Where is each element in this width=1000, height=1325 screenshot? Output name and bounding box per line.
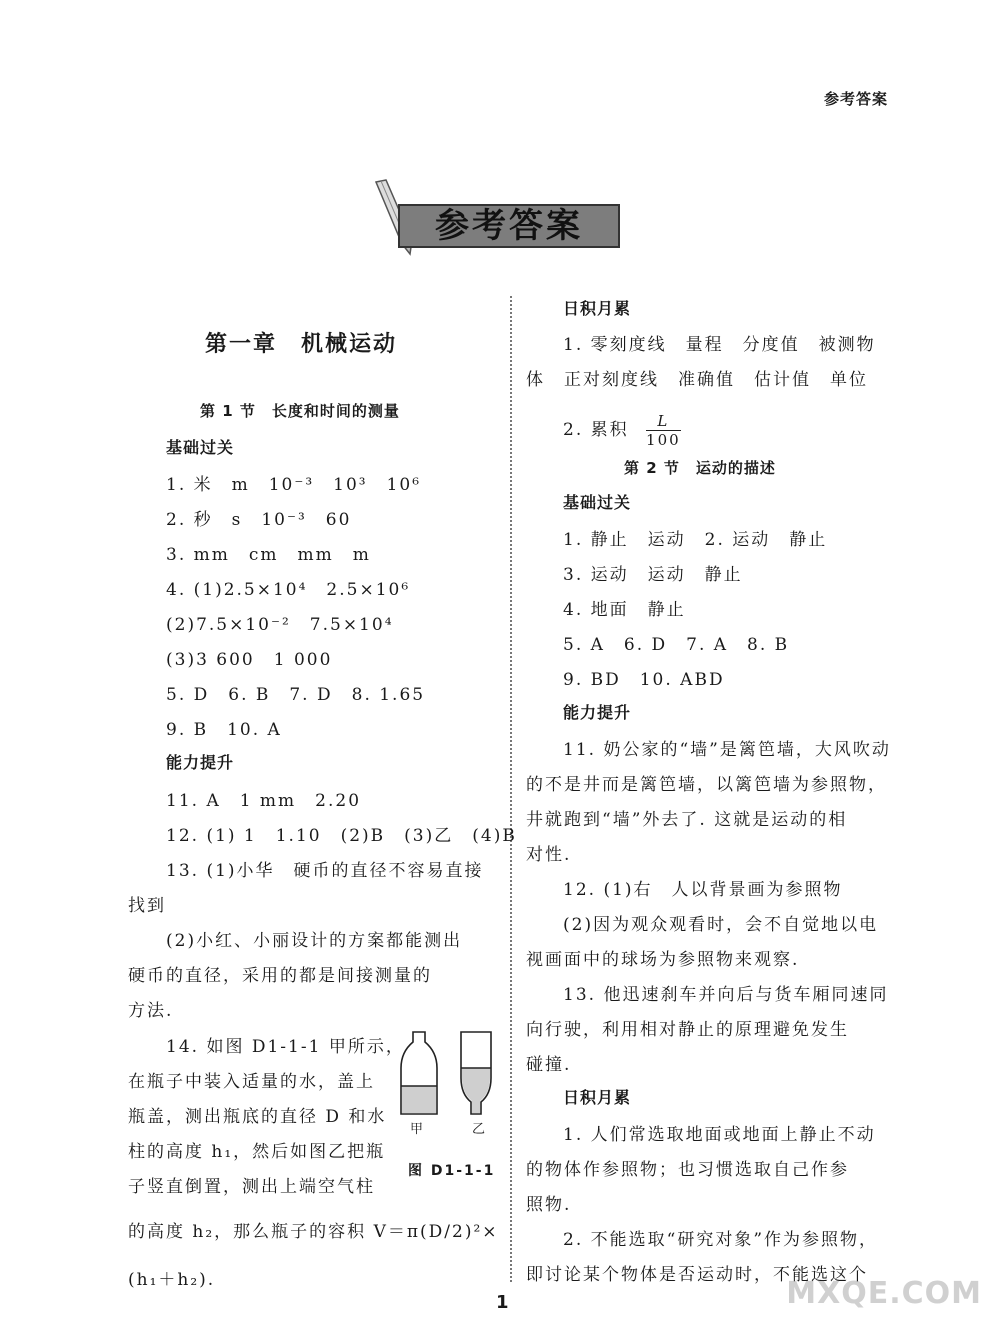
chapter-title: 第一章 机械运动 — [205, 332, 398, 357]
section-title: 第 1 节 长度和时间的测量 — [200, 402, 400, 420]
title-banner — [368, 178, 628, 258]
answer-line: 12. (1)右 人以背景画为参照物 — [563, 880, 843, 900]
answer-line: 13. 他迅速刹车并向后与货车厢同速同 — [563, 985, 889, 1005]
answer-line: 11. A 1 mm 2.20 — [166, 791, 362, 811]
answer-line: 9. BD 10. ABD — [563, 670, 725, 690]
answer-line: 瓶盖，测出瓶底的直径 D 和水 — [128, 1107, 387, 1127]
watermark: MXQE.COM — [786, 1276, 982, 1311]
answer-line: 14. 如图 D1-1-1 甲所示， — [166, 1037, 405, 1057]
page-number: 1 — [496, 1292, 509, 1313]
banner-title: 参考答案 — [435, 206, 583, 246]
subheading-basic: 基础过关 — [563, 493, 632, 512]
answer-line: 的高度 h₂，那么瓶子的容积 V＝π(D/2)²× — [128, 1222, 499, 1242]
answer-line: (2)因为观众观看时，会不自觉地以电 — [563, 915, 879, 935]
answer-line: 井就跑到“墙”外去了. 这就是运动的相 — [526, 810, 848, 830]
answer-line: 1. 静止 运动 2. 运动 静止 — [563, 530, 828, 550]
subheading-ability: 能力提升 — [563, 703, 632, 722]
figure-label-right: 乙 — [472, 1122, 488, 1137]
answer-line: 硬币的直径，采用的都是间接测量的 — [128, 966, 432, 986]
running-head: 参考答案 — [823, 90, 888, 108]
answer-text: 2. 累积 — [563, 420, 629, 440]
answer-line: 5. D 6. B 7. D 8. 1.65 — [166, 685, 426, 705]
answer-line: 2. 不能选取“研究对象”作为参照物， — [563, 1230, 879, 1250]
subheading-daily: 日积月累 — [563, 1088, 632, 1107]
answer-line: 13. (1)小华 硬币的直径不容易直接 — [166, 861, 484, 881]
answer-line: 即讨论某个物体是否运动时，不能选这个 — [526, 1265, 868, 1285]
answer-line: 碰撞. — [526, 1055, 572, 1075]
answer-line: 找到 — [128, 896, 166, 916]
bottle-upright-icon — [401, 1032, 437, 1114]
section-title: 第 2 节 运动的描述 — [624, 459, 776, 477]
answer-line: 对性. — [526, 845, 572, 865]
answer-line: 1. 零刻度线 量程 分度值 被测物 — [563, 335, 876, 355]
answer-line: (3)3 600 1 000 — [166, 650, 333, 670]
answer-line: 4. (1)2.5×10⁴ 2.5×10⁶ — [166, 580, 411, 600]
subheading-basic: 基础过关 — [166, 438, 235, 457]
answer-line: 方法. — [128, 1001, 174, 1021]
subheading-daily: 日积月累 — [563, 299, 632, 318]
answer-line: (2)小红、小丽设计的方案都能测出 — [166, 931, 463, 951]
answer-line: (2)7.5×10⁻² 7.5×10⁴ — [166, 615, 394, 635]
answer-line: 11. 奶公家的“墙”是篱笆墙，大风吹动 — [563, 740, 891, 760]
answer-line: 视画面中的球场为参照物来观察. — [526, 950, 800, 970]
figure-label-left: 甲 — [410, 1122, 426, 1137]
subheading-ability: 能力提升 — [166, 753, 235, 772]
answer-line: 3. mm cm mm m — [166, 545, 371, 565]
answer-line: 1. 米 m 10⁻³ 10³ 10⁶ — [166, 475, 422, 495]
answer-line: 柱的高度 h₁，然后如图乙把瓶 — [128, 1142, 386, 1162]
answer-line: 5. A 6. D 7. A 8. B — [563, 635, 790, 655]
fraction-denominator: 100 — [646, 431, 681, 449]
answer-line: (h₁＋h₂). — [128, 1270, 216, 1290]
answer-line: 向行驶，利用相对静止的原理避免发生 — [526, 1020, 849, 1040]
answer-line: 3. 运动 运动 静止 — [563, 565, 743, 585]
figure-caption: 图 D1-1-1 — [408, 1163, 496, 1179]
answer-line: 照物. — [526, 1195, 572, 1215]
answer-line: 2. 秒 s 10⁻³ 60 — [166, 510, 352, 530]
bottle-inverted-icon — [461, 1032, 491, 1114]
column-divider — [510, 296, 512, 1282]
answer-line: 12. (1) 1 1.10 (2)B (3)乙 (4)B — [166, 826, 517, 846]
answer-line: 子竖直倒置，测出上端空气柱 — [128, 1177, 375, 1197]
answer-line: 的物体作参照物；也习惯选取自己作参 — [526, 1160, 849, 1180]
answer-line: 9. B 10. A — [166, 720, 282, 740]
answer-line: 体 正对刻度线 准确值 估计值 单位 — [526, 370, 868, 390]
fraction — [646, 412, 681, 449]
answer-line: 的不是井而是篱笆墙，以篱笆墙为参照物， — [526, 775, 887, 795]
answer-line: 1. 人们常选取地面或地面上静止不动 — [563, 1125, 876, 1145]
answer-line — [563, 412, 681, 449]
answer-line: 在瓶子中装入适量的水，盖上 — [128, 1072, 375, 1092]
fraction-numerator: L — [646, 412, 681, 431]
answer-line: 4. 地面 静止 — [563, 600, 686, 620]
